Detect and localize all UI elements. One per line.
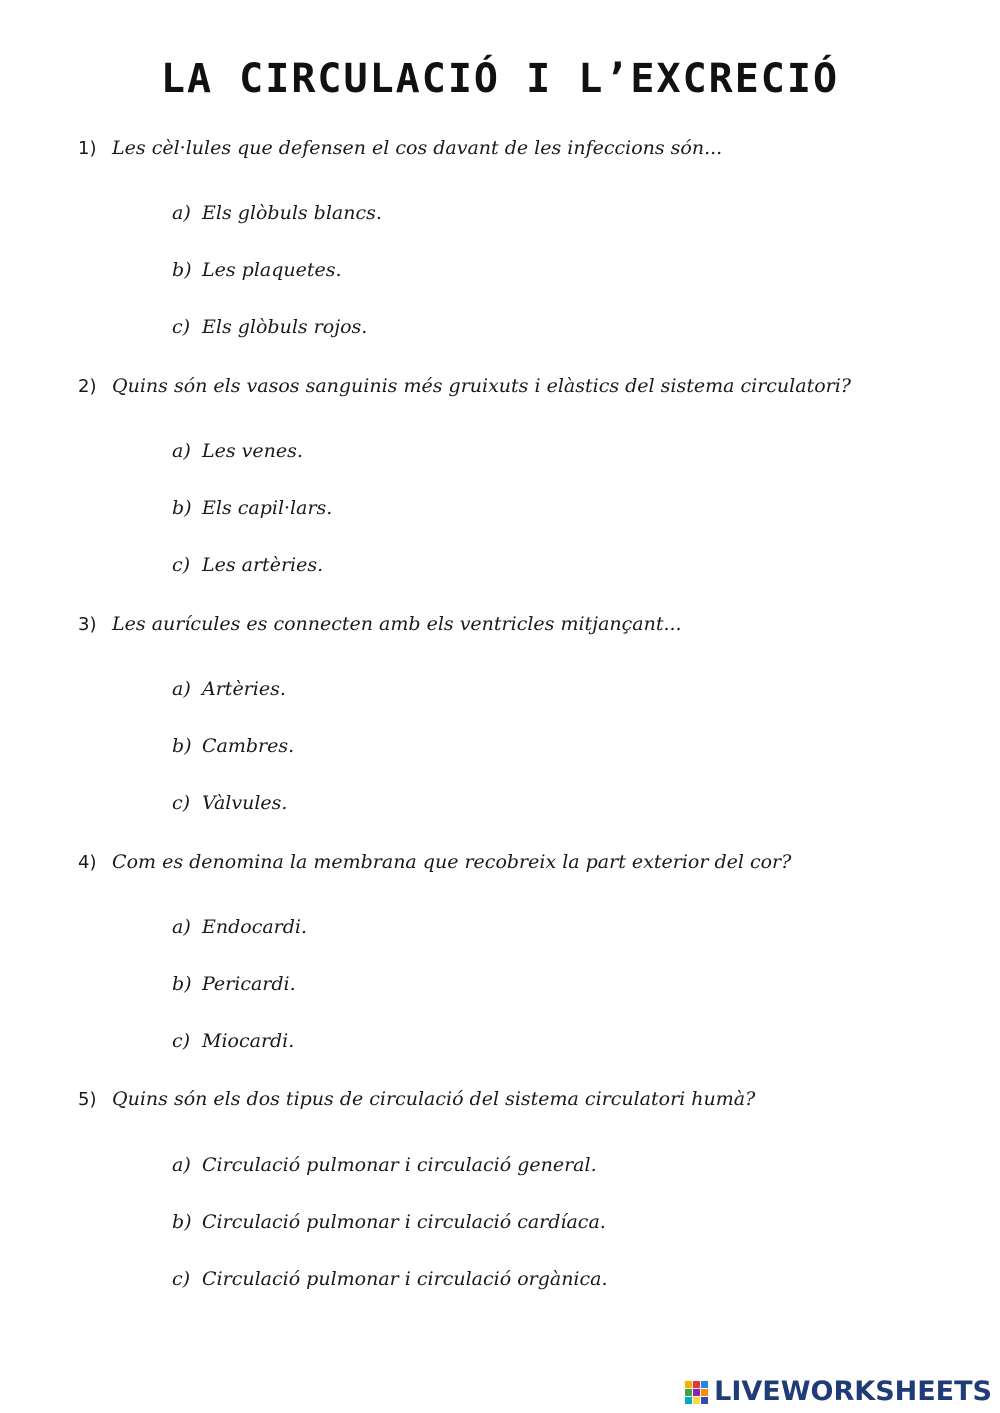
option-letter: b) (172, 497, 192, 519)
answer-option-1b[interactable] (172, 259, 342, 281)
option-letter: c) (172, 554, 191, 576)
answer-option-5a[interactable] (172, 1154, 597, 1176)
question-text: Quins són els dos tipus de circulació del sistema circulatori humà? (112, 1088, 756, 1110)
answer-option-3c[interactable] (172, 792, 287, 814)
option-text: Artèries. (202, 678, 286, 700)
liveworksheets-logo (685, 1377, 992, 1407)
question-3 (78, 613, 682, 635)
logo-square (701, 1381, 708, 1388)
logo-square (685, 1389, 692, 1396)
question-2 (78, 375, 851, 397)
logo-square (701, 1389, 708, 1396)
option-text: Les artèries. (202, 554, 324, 576)
option-letter: b) (172, 735, 192, 757)
answer-option-2a[interactable] (172, 440, 303, 462)
question-text: Les aurícules es connecten amb els ventricles mitjançant... (112, 613, 682, 635)
option-letter: a) (172, 440, 191, 462)
answer-option-5c[interactable] (172, 1268, 608, 1290)
option-letter: b) (172, 259, 192, 281)
option-text: Circulació pulmonar i circulació cardíaca. (202, 1211, 606, 1233)
option-text: Circulació pulmonar i circulació general. (202, 1154, 597, 1176)
option-text: Endocardi. (202, 916, 308, 938)
option-text: Circulació pulmonar i circulació orgànica. (202, 1268, 608, 1290)
logo-square (693, 1397, 700, 1404)
option-text: Els glòbuls rojos. (202, 316, 368, 338)
question-text: Com es denomina la membrana que recobreix la part exterior del cor? (112, 851, 792, 873)
option-letter: b) (172, 1211, 192, 1233)
option-letter: c) (172, 1030, 191, 1052)
answer-option-3a[interactable] (172, 678, 286, 700)
question-number: 2) (78, 376, 97, 397)
logo-square (693, 1389, 700, 1396)
option-text: Miocardi. (202, 1030, 295, 1052)
logo-square (693, 1381, 700, 1388)
question-number: 3) (78, 614, 97, 635)
option-letter: c) (172, 316, 191, 338)
question-1 (78, 137, 722, 159)
question-number: 1) (78, 138, 97, 159)
option-text: Pericardi. (202, 973, 296, 995)
option-text: Cambres. (202, 735, 295, 757)
logo-square (701, 1397, 708, 1404)
option-letter: a) (172, 678, 191, 700)
answer-option-1a[interactable] (172, 202, 382, 224)
option-letter: a) (172, 202, 191, 224)
answer-option-4c[interactable] (172, 1030, 294, 1052)
answer-option-3b[interactable] (172, 735, 294, 757)
question-text: Quins són els vasos sanguinis més gruixuts i elàstics del sistema circulatori? (112, 375, 851, 397)
question-5 (78, 1088, 755, 1110)
answer-option-1c[interactable] (172, 316, 367, 338)
logo-grid-icon (685, 1381, 708, 1404)
brand-name: LIVEWORKSHEETS (714, 1376, 992, 1407)
logo-square (685, 1397, 692, 1404)
option-letter: a) (172, 1154, 191, 1176)
option-letter: b) (172, 973, 192, 995)
option-letter: a) (172, 916, 191, 938)
question-text: Les cèl·lules que defensen el cos davant de les infeccions són... (112, 137, 723, 159)
question-number: 5) (78, 1089, 97, 1110)
option-text: Vàlvules. (202, 792, 288, 814)
answer-option-2b[interactable] (172, 497, 332, 519)
option-text: Els capil·lars. (202, 497, 333, 519)
answer-option-2c[interactable] (172, 554, 323, 576)
question-number: 4) (78, 852, 97, 873)
answer-option-4b[interactable] (172, 973, 296, 995)
option-letter: c) (172, 1268, 191, 1290)
option-letter: c) (172, 792, 191, 814)
option-text: Els glòbuls blancs. (202, 202, 382, 224)
option-text: Les plaquetes. (202, 259, 342, 281)
option-text: Les venes. (202, 440, 303, 462)
question-4 (78, 851, 791, 873)
answer-option-4a[interactable] (172, 916, 307, 938)
answer-option-5b[interactable] (172, 1211, 606, 1233)
page-title: LA CIRCULACIÓ I L’EXCRECIÓ (160, 56, 840, 102)
logo-square (685, 1381, 692, 1388)
